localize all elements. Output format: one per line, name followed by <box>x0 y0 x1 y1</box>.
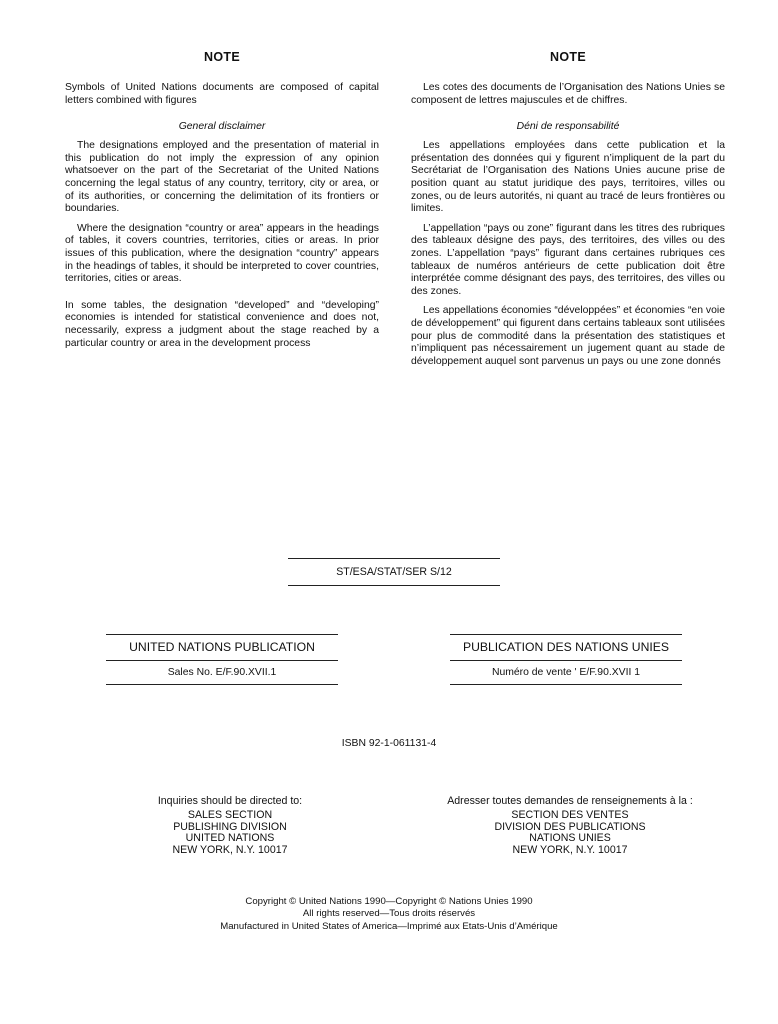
address-line: PUBLISHING DIVISION <box>173 820 287 833</box>
address-line: NEW YORK, N.Y. 10017 <box>172 844 288 857</box>
sales-number-en: Sales No. E/F.90.XVII.1 <box>167 667 277 678</box>
disclaimer-paragraph-fr-2: L’appellation “pays ou zone” figurant dans les titres des rubriques des tableaux désigne des pays, des territoires, des villes ou des zones. L’appellation “pays” figurant dans certaines rubriques ces tableaux de numéros antérieurs de cette publication doit être interprétée comme désignant des pays, des territoires, des villes ou des zones. <box>411 222 725 297</box>
symbols-note-fr: Les cotes des documents de l’Organisation des Nations Unies se composent de lettres majuscules et de chiffres. <box>411 82 725 106</box>
sales-number-fr: Numéro de vente ' E/F.90.XVII 1 <box>491 667 641 678</box>
inquiries-lead-en: Inquiries should be directed to: <box>157 795 303 807</box>
disclaimer-heading-en: General disclaimer <box>178 121 266 133</box>
document-symbol-box <box>288 558 500 586</box>
disclaimer-paragraph-fr-3: Les appellations économies “développées” et économies “en voie de développement” qui figurent dans certains tableaux sont utilisées pour plus de commodité dans la présentation des statistiques et n’impliquent pas nécessairement un jugement quant au stade de développement auquel sont parvenus un pays ou une zone donnés <box>411 305 725 367</box>
rights-line: All rights reserved—Tous droits réservés <box>302 908 476 920</box>
publication-title-en: UNITED NATIONS PUBLICATION <box>129 640 315 654</box>
publication-box-en <box>106 634 338 685</box>
address-line: NEW YORK, N.Y. 10017 <box>512 844 628 857</box>
inquiries-fr <box>420 796 720 857</box>
french-column <box>411 50 725 375</box>
disclaimer-paragraph-en-1: The designations employed and the presentation of material in this publication do not imply the expression of any opinion whatsoever on the part of the Secretariat of the United Nations concerning the legal status of any country, territory, city or area, or of its authorities, or concerning the delimitation of its frontiers or boundaries. <box>65 140 379 215</box>
publication-box-fr <box>450 634 682 685</box>
copyright-line: Copyright © United Nations 1990—Copyright © Nations Unies 1990 <box>245 896 533 907</box>
address-line: SALES SECTION <box>187 808 273 821</box>
address-line: NATIONS UNIES <box>529 832 611 845</box>
address-line: DIVISION DES PUBLICATIONS <box>494 820 646 833</box>
note-title-en: NOTE <box>204 50 240 64</box>
english-column <box>65 50 379 357</box>
disclaimer-paragraph-en-2: Where the designation “country or area” appears in the headings of tables, it covers countries, territories, cities or areas. In prior issues of this publication, where the designation “country” appears in the headings of tables, it should be interpreted to cover countries, territories, cities or areas. <box>65 222 379 285</box>
inquiries-lead-fr: Adresser toutes demandes de renseignements à la : <box>447 795 693 807</box>
note-title-fr: NOTE <box>550 50 586 64</box>
address-line: UNITED NATIONS <box>185 832 275 845</box>
inquiries-en <box>120 796 340 857</box>
disclaimer-paragraph-fr-1: Les appellations employées dans cette publication et la présentation des données qui y figurent n’impliquent de la part du Secrétariat de l’Organisation des Nations Unies aucune prise de position quant au statut juridique des pays, territoires, villes ou zones, ou de leurs autorités, ni quant au tracé de leurs frontières ou limites. <box>411 140 725 215</box>
isbn: ISBN 92-1-061131-4 <box>341 738 437 749</box>
symbols-note-en: Symbols of United Nations documents are composed of capital letters combined with figures <box>65 82 379 106</box>
disclaimer-heading-fr: Déni de responsabilité <box>516 121 620 133</box>
publication-title-fr: PUBLICATION DES NATIONS UNIES <box>462 640 670 654</box>
address-line: SECTION DES VENTES <box>511 808 629 821</box>
divider <box>450 684 682 685</box>
manufactured-line: Manufactured in United States of America—Imprimé aux Etats-Unis d’Amérique <box>220 920 558 932</box>
copyright-block <box>0 896 778 933</box>
document-symbol: ST/ESA/STAT/SER S/12 <box>336 566 452 578</box>
divider <box>106 684 338 685</box>
disclaimer-paragraph-en-3: In some tables, the designation “developed” and “developing” economies is intended for statistical convenience and does not, necessarily, express a judgment about the stage reached by a particular country or area in the development process <box>65 299 379 349</box>
